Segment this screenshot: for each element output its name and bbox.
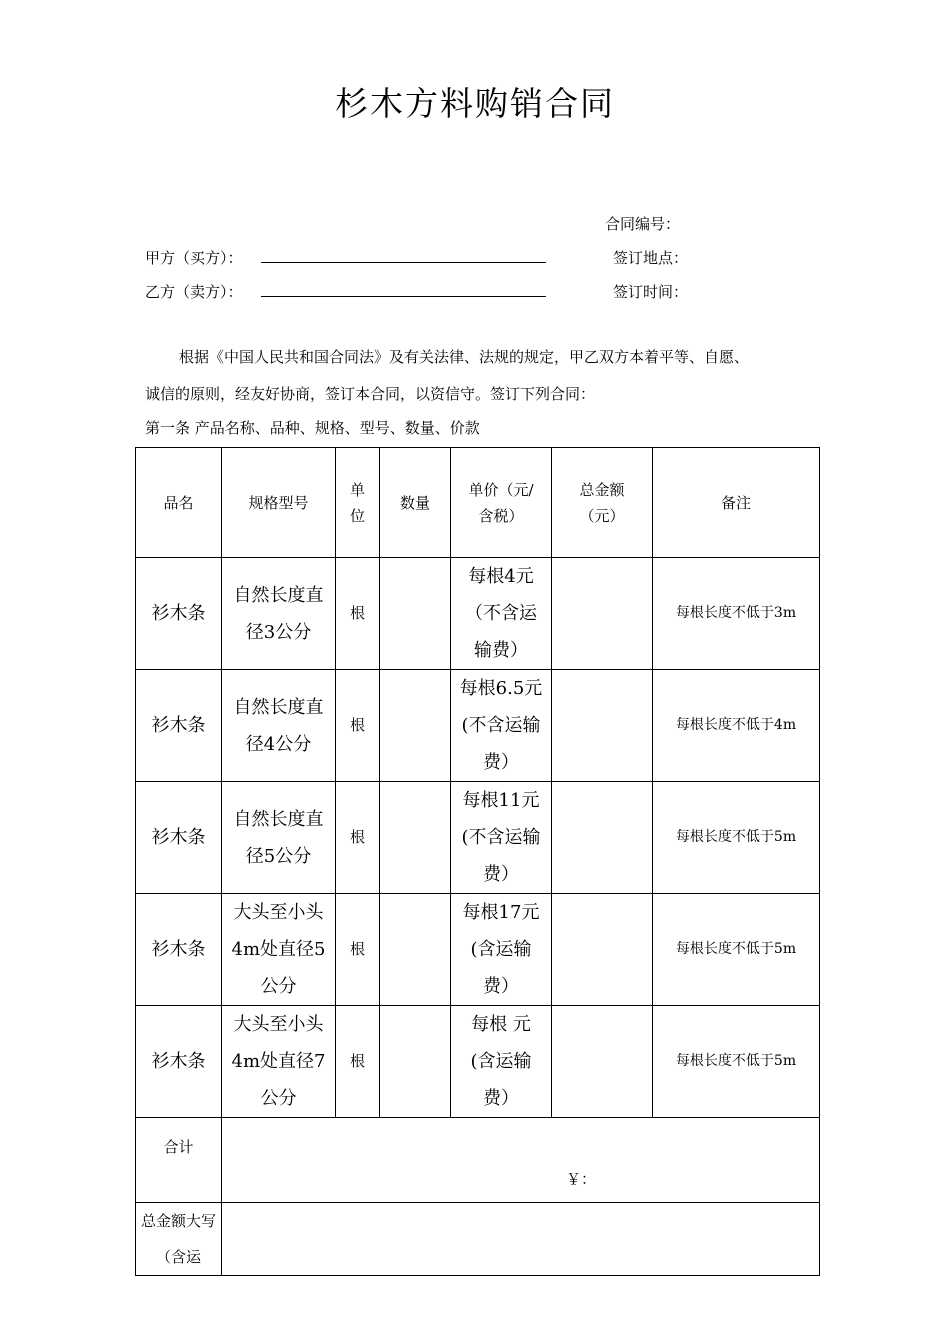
cell-spec: 大头至小头4m处直径5公分 (222, 894, 336, 1006)
header-unit-price: 单价（元/含税） (451, 448, 552, 558)
cell-name: 衫木条 (136, 670, 222, 782)
cell-spec: 自然长度直径5公分 (222, 782, 336, 894)
cell-quantity[interactable] (380, 670, 451, 782)
cell-total-amount[interactable] (552, 558, 653, 670)
cell-name: 衫木条 (136, 782, 222, 894)
table-row (136, 1006, 820, 1118)
cell-total-amount[interactable] (552, 670, 653, 782)
cell-unit: 根 (336, 1006, 380, 1118)
header-unit: 单位 (336, 448, 380, 558)
party-a-label: 甲方（买方）： (145, 249, 243, 267)
product-table (135, 447, 820, 1276)
sign-place-label: 签订地点： (613, 249, 689, 267)
contract-title: 杉木方料购销合同 (335, 84, 615, 123)
table-row (136, 782, 820, 894)
intro-paragraph-line-2: 诚信的原则，经友好协商，签订本合同，以资信守。签订下列合同： (145, 385, 596, 403)
cell-quantity[interactable] (380, 558, 451, 670)
cell-total-amount[interactable] (552, 1006, 653, 1118)
cell-unit: 根 (336, 782, 380, 894)
sign-time-label: 签订时间： (613, 283, 689, 301)
cell-total-amount[interactable] (552, 782, 653, 894)
total-label: 合计 (136, 1118, 222, 1203)
party-b-label: 乙方（卖方）： (145, 283, 243, 301)
table-row (136, 894, 820, 1006)
party-b-blank-line[interactable] (261, 296, 546, 297)
cell-unit: 根 (336, 670, 380, 782)
cell-unit-price: 每根 元(含运输费） (451, 1006, 552, 1118)
total-value[interactable]: ￥： (222, 1118, 820, 1203)
cell-spec: 大头至小头4m处直径7公分 (222, 1006, 336, 1118)
cell-unit: 根 (336, 558, 380, 670)
cell-unit-price: 每根6.5元(不含运输费） (451, 670, 552, 782)
cell-unit-price: 每根4元（不含运输费） (451, 558, 552, 670)
table-row (136, 558, 820, 670)
cell-name: 衫木条 (136, 1006, 222, 1118)
header-spec: 规格型号 (222, 448, 336, 558)
cell-quantity[interactable] (380, 782, 451, 894)
table-header-row (136, 448, 820, 558)
cell-note: 每根长度不低于3m (653, 558, 820, 670)
cell-quantity[interactable] (380, 894, 451, 1006)
contract-number-label: 合同编号： (605, 215, 681, 233)
amount-in-words-row (136, 1203, 820, 1276)
cell-note: 每根长度不低于5m (653, 894, 820, 1006)
cell-unit-price: 每根17元(含运输费） (451, 894, 552, 1006)
amount-in-words-label: 总金额大写（含运 (136, 1203, 222, 1276)
amount-in-words-value[interactable] (222, 1203, 820, 1276)
cell-unit: 根 (336, 894, 380, 1006)
article-1-heading: 第一条 产品名称、品种、规格、型号、数量、价款 (145, 419, 480, 437)
table-row (136, 670, 820, 782)
cell-quantity[interactable] (380, 1006, 451, 1118)
cell-name: 衫木条 (136, 558, 222, 670)
cell-unit-price: 每根11元(不含运输费） (451, 782, 552, 894)
header-quantity: 数量 (380, 448, 451, 558)
party-a-blank-line[interactable] (261, 262, 546, 263)
intro-paragraph-line-1: 根据《中国人民共和国合同法》及有关法律、法规的规定，甲乙双方本着平等、自愿、 (179, 348, 750, 366)
header-note: 备注 (653, 448, 820, 558)
cell-note: 每根长度不低于5m (653, 1006, 820, 1118)
cell-name: 衫木条 (136, 894, 222, 1006)
header-name: 品名 (136, 448, 222, 558)
cell-spec: 自然长度直径3公分 (222, 558, 336, 670)
total-row (136, 1118, 820, 1203)
cell-note: 每根长度不低于4m (653, 670, 820, 782)
cell-total-amount[interactable] (552, 894, 653, 1006)
cell-note: 每根长度不低于5m (653, 782, 820, 894)
cell-spec: 自然长度直径4公分 (222, 670, 336, 782)
header-total-amount: 总金额（元） (552, 448, 653, 558)
